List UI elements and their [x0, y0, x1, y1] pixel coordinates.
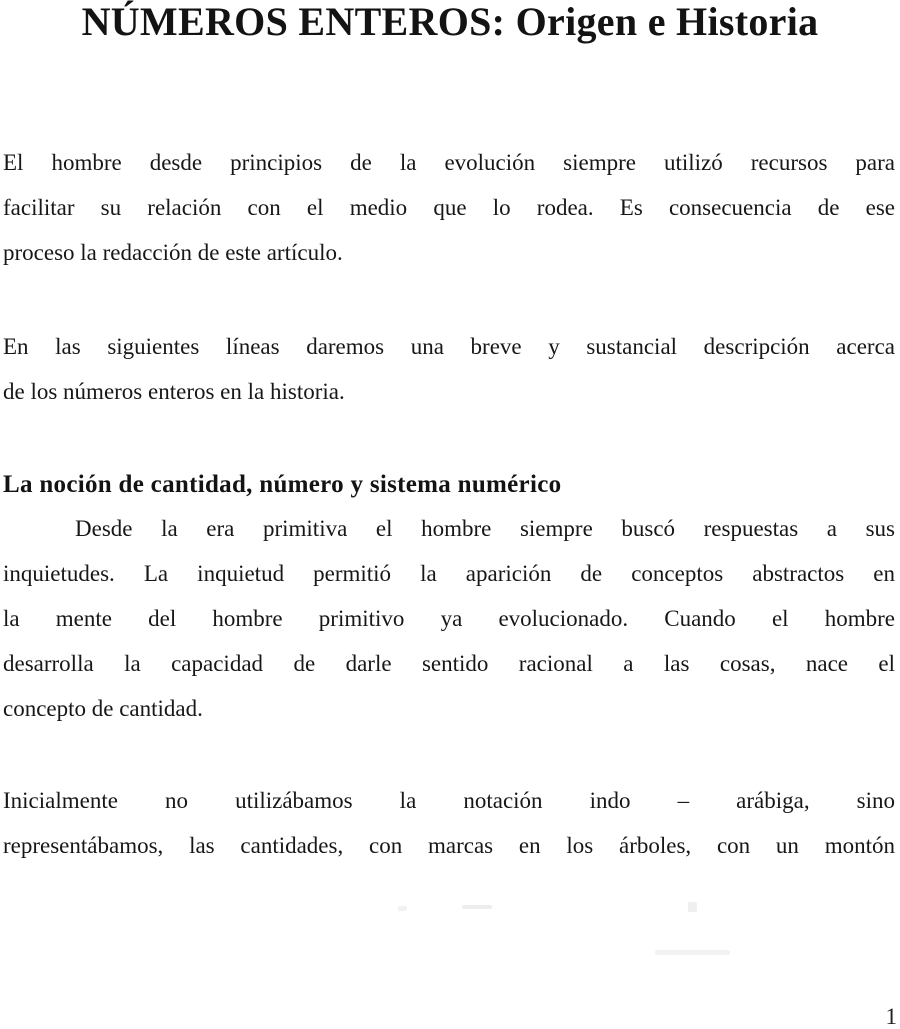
text-line: Desde la era primitiva el hombre siempre buscó respuestas a sus	[75, 516, 895, 541]
text-line: representábamos, las cantidades, con marcas en los árboles, con un montón	[3, 833, 895, 858]
text-line: facilitar su relación con el medio que lo rodea. Es consecuencia de ese	[3, 195, 895, 220]
text-line: de los números enteros en la historia.	[3, 379, 345, 404]
faint-artifact	[688, 902, 697, 912]
text-line: concepto de cantidad.	[3, 696, 203, 721]
paragraph-notacion	[3, 778, 895, 868]
faint-artifact	[398, 906, 407, 911]
text-line: El hombre desde principios de la evolución siempre utilizó recursos para	[3, 150, 895, 175]
text-line: Inicialmente no utilizábamos la notación indo – arábiga, sino	[3, 788, 895, 813]
text-line: En las siguientes líneas daremos una breve y sustancial descripción acerca	[3, 334, 895, 359]
text-line: desarrolla la capacidad de darle sentido racional a las cosas, nace el	[3, 651, 895, 676]
faint-artifact	[655, 950, 730, 955]
paragraph-cantidad	[3, 506, 895, 731]
text-line: la mente del hombre primitivo ya evolucionado. Cuando el hombre	[3, 606, 895, 631]
faint-artifact	[462, 905, 492, 909]
text-line: proceso la redacción de este artículo.	[3, 240, 343, 265]
text-line: inquietudes. La inquietud permitió la aparición de conceptos abstractos en	[3, 561, 895, 586]
section-heading: La noción de cantidad, número y sistema numérico	[3, 471, 562, 498]
paragraph-overview	[3, 324, 895, 414]
paragraph-intro	[3, 140, 895, 275]
document-title: NÚMEROS ENTEROS: Origen e Historia	[81, 0, 819, 44]
page-number: 1	[885, 1004, 897, 1029]
